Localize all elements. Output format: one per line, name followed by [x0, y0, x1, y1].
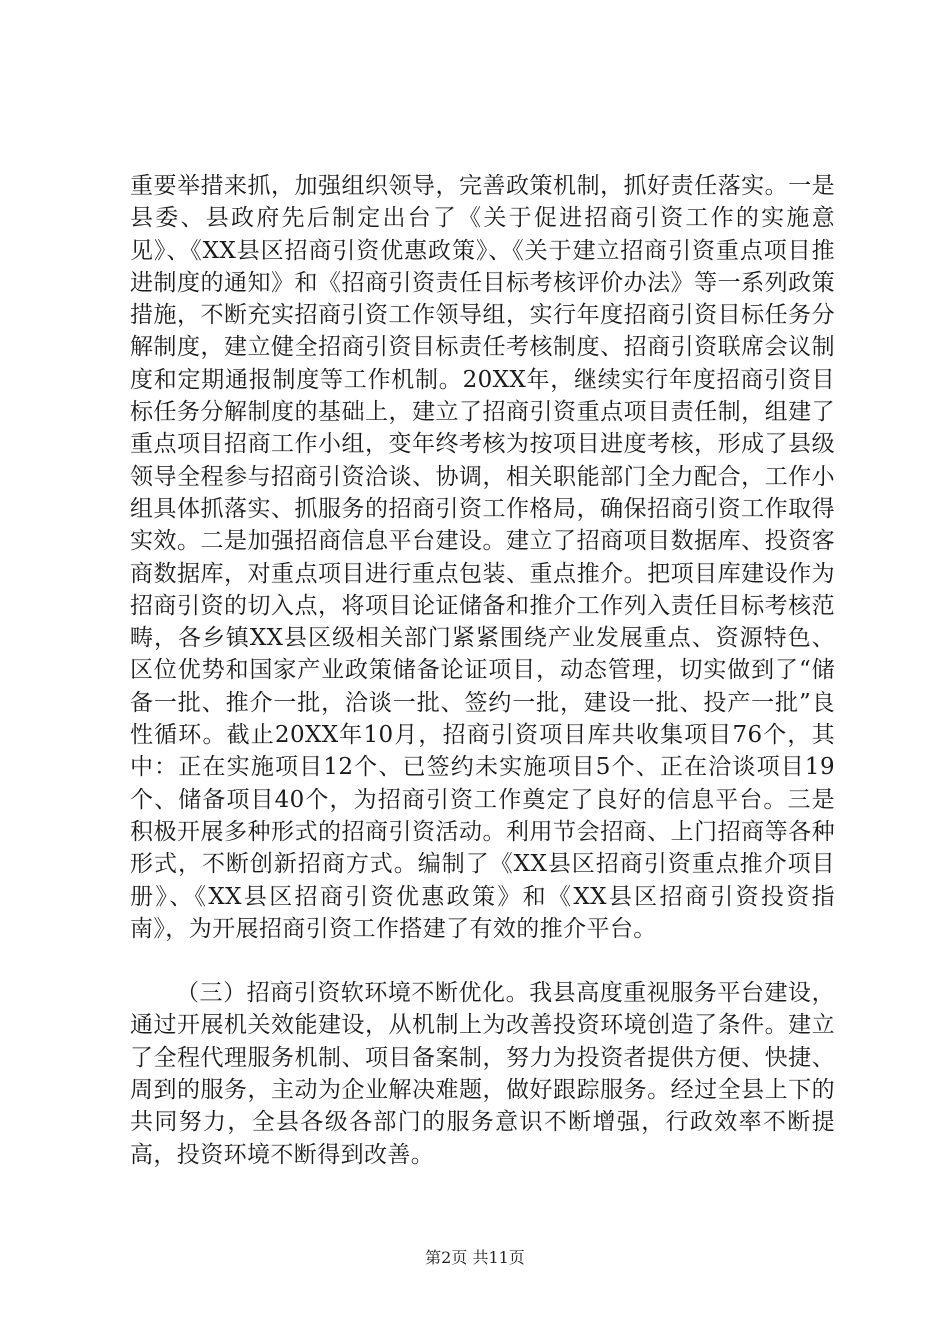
page-footer [0, 1245, 950, 1268]
page-number-indicator: 第2页 共11页 [425, 1248, 525, 1267]
document-body [130, 170, 835, 1171]
paragraph-continuation: 重要举措来抓，加强组织领导，完善政策机制，抓好责任落实。一是县委、县政府先后制定出台了《关于促进招商引资工作的实施意见》、《XX县区招商引资优惠政策》、《关于建立招商引资重点项目推进制度的通知》和《招商引资责任目标考核评价办法》等一系列政策措施，不断充实招商引资工作领导组，实行年度招商引资目标任务分解制度，建立健全招商引资目标责任考核制度、招商引资联席会议制度和定期通报制度等工作机制。20XX年，继续实行年度招商引资目标任务分解制度的基础上，建立了招商引资重点项目责任制，组建了重点项目招商工作小组，变年终考核为按项目进度考核，形成了县级领导全程参与招商引资洽谈、协调，相关职能部门全力配合，工作小组具体抓落实、抓服务的招商引资工作格局，确保招商引资工作取得实效。二是加强招商信息平台建设。建立了招商项目数据库、投资客商数据库，对重点项目进行重点包装、重点推介。把项目库建设作为招商引资的切入点，将项目论证储备和推介工作列入责任目标考核范畴，各乡镇XX县区级相关部门紧紧围绕产业发展重点、资源特色、区位优势和国家产业政策储备论证项目，动态管理，切实做到了“储备一批、推介一批，洽谈一批、签约一批，建设一批、投产一批”良性循环。截止20XX年10月，招商引资项目库共收集项目76个，其中：正在实施项目12个、已签约未实施项目5个、正在洽谈项目19个、储备项目40个，为招商引资工作奠定了良好的信息平台。三是积极开展多种形式的招商引资活动。利用节会招商、上门招商等各种形式，不断创新招商方式。编制了《XX县区招商引资重点推介项目册》、《XX县区招商引资优惠政策》和《XX县区招商引资投资指南》，为开展招商引资工作搭建了有效的推介平台。 [130, 173, 835, 942]
paragraph-section-three: （三）招商引资软环境不断优化。我县高度重视服务平台建设，通过开展机关效能建设，从机制上为改善投资环境创造了条件。建立了全程代理服务机制、项目备案制，努力为投资者提供方便、快捷、周到的服务，主动为企业解决难题，做好跟踪服务。经过全县上下的共同努力，全县各级各部门的服务意识不断增强，行政效率不断提高，投资环境不断得到改善。 [130, 980, 835, 1168]
